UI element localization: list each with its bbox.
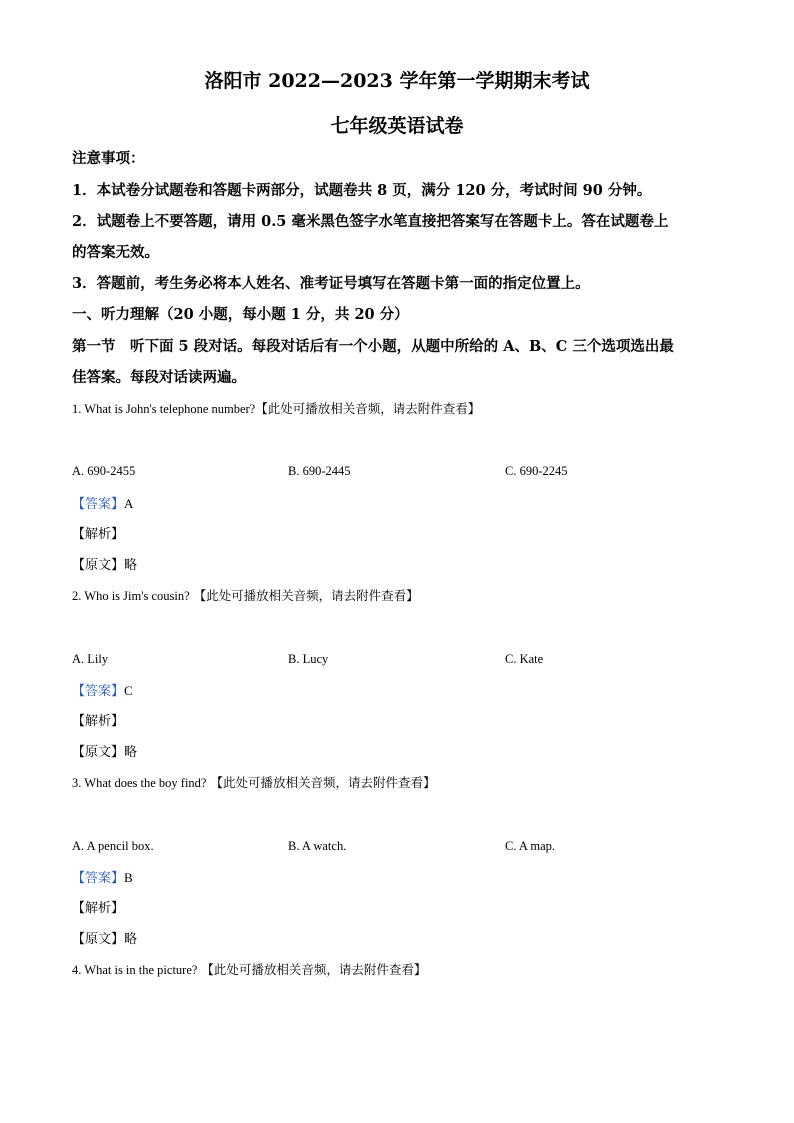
original-value: 略 bbox=[124, 745, 138, 760]
question-2 bbox=[72, 590, 419, 603]
original-line bbox=[72, 559, 137, 572]
part-1-instruction-line-2: 佳答案。每段对话读两遍。 bbox=[72, 369, 246, 386]
analysis-label: 【解析】 bbox=[72, 714, 125, 729]
answer-line bbox=[72, 684, 133, 698]
original-line bbox=[72, 746, 137, 759]
option-c: C. A map. bbox=[505, 839, 556, 853]
question-3 bbox=[72, 777, 435, 790]
notice-item-1: 1．本试卷分试题卷和答题卡两部分，试题卷共 8 页，满分 120 分，考试时间 90 分钟。 bbox=[72, 182, 652, 199]
notice-heading: 注意事项： bbox=[72, 150, 145, 167]
notice-item-3: 3．答题前，考生务必将本人姓名、准考证号填写在答题卡第一面的指定位置上。 bbox=[72, 275, 590, 292]
exam-title: 洛阳市 2022—2023 学年第一学期期末考试 bbox=[204, 70, 590, 92]
option-b: B. Lucy bbox=[288, 652, 329, 666]
question-stem: 3. What does the boy find? bbox=[72, 776, 207, 790]
option-c: C. 690-2245 bbox=[505, 464, 568, 478]
original-value: 略 bbox=[124, 932, 138, 947]
audio-link[interactable]: 【此处可播放相关音频，请去附件查看】 bbox=[206, 775, 436, 790]
part-1-instruction-line-1: 第一节 听下面 5 段对话。每段对话后有一个小题，从题中所给的 A、B、C 三个选项选出最 bbox=[72, 338, 674, 355]
original-label: 【原文】 bbox=[72, 745, 125, 760]
audio-link[interactable]: 【此处可播放相关音频，请去附件查看】 bbox=[189, 588, 419, 603]
option-a: A. Lily bbox=[72, 652, 109, 666]
notice-item-2-line-2: 的答案无效。 bbox=[72, 244, 159, 261]
answer-value: A bbox=[124, 496, 134, 511]
original-label: 【原文】 bbox=[72, 932, 125, 947]
option-a: A. 690-2455 bbox=[72, 464, 136, 478]
audio-link[interactable]: 【此处可播放相关音频，请去附件查看】 bbox=[197, 962, 427, 977]
original-label: 【原文】 bbox=[72, 558, 125, 573]
option-b: B. 690-2445 bbox=[288, 464, 351, 478]
notice-item-2-line-1: 2．试题卷上不要答题，请用 0.5 毫米黑色签字水笔直接把答案写在答题卡上。答在试题卷上 bbox=[72, 213, 669, 230]
analysis-label: 【解析】 bbox=[72, 527, 125, 542]
question-1 bbox=[72, 403, 480, 416]
option-a: A. A pencil box. bbox=[72, 839, 154, 853]
option-b: B. A watch. bbox=[288, 839, 347, 853]
question-stem: 2. Who is Jim's cousin? bbox=[72, 589, 190, 603]
option-c: C. Kate bbox=[505, 652, 544, 666]
answer-label: 【答案】 bbox=[72, 497, 125, 512]
answer-value: B bbox=[124, 870, 133, 885]
question-4 bbox=[72, 964, 426, 977]
original-value: 略 bbox=[124, 558, 138, 573]
question-stem: 4. What is in the picture? bbox=[72, 963, 198, 977]
analysis-label: 【解析】 bbox=[72, 901, 125, 916]
answer-line bbox=[72, 497, 133, 511]
answer-label: 【答案】 bbox=[72, 871, 125, 886]
question-stem: 1. What is John's telephone number? bbox=[72, 402, 256, 416]
answer-label: 【答案】 bbox=[72, 684, 125, 699]
answer-value: C bbox=[124, 683, 133, 698]
answer-line bbox=[72, 871, 133, 885]
exam-subtitle: 七年级英语试卷 bbox=[330, 115, 464, 137]
original-line bbox=[72, 933, 137, 946]
section-heading: 一、听力理解（20 小题，每小题 1 分，共 20 分） bbox=[72, 306, 409, 323]
audio-link[interactable]: 【此处可播放相关音频，请去附件查看】 bbox=[255, 401, 481, 416]
